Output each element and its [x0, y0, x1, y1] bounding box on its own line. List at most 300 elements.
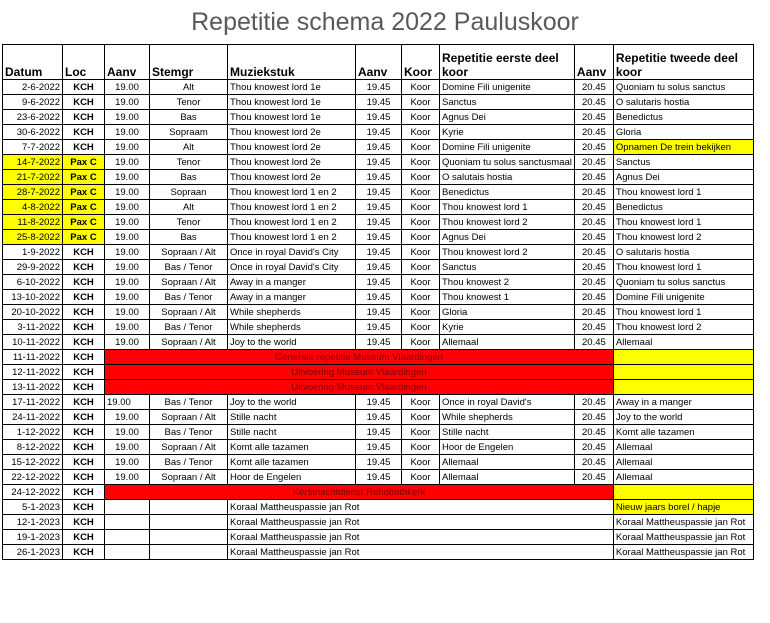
cell-muziekstuk: Once in royal David's City: [228, 245, 356, 260]
cell-muziekstuk: Once in royal David's City: [228, 260, 356, 275]
page-title: Repetitie schema 2022 Pauluskoor: [191, 8, 579, 36]
cell-aanv: 20.45: [574, 425, 613, 440]
cell-loc: Pax C: [63, 200, 105, 215]
event-banner: Generale repetitie Museum Vlaardingen: [105, 350, 614, 365]
cell-aanv: 19.45: [356, 155, 402, 170]
cell-rep1: Kyrie: [440, 320, 575, 335]
cell-aanv: [105, 545, 150, 560]
cell-datum: 19-1-2023: [3, 530, 63, 545]
cell-aanv: 20.45: [574, 260, 613, 275]
cell-datum: 17-11-2022: [3, 395, 63, 410]
cell-muziekstuk: While shepherds: [228, 305, 356, 320]
cell-loc: Pax C: [63, 185, 105, 200]
cell-aanv: 19.45: [356, 260, 402, 275]
table-row: [3, 185, 754, 200]
cell-loc: KCH: [63, 260, 105, 275]
table-row: [3, 140, 754, 155]
event-row: [3, 365, 754, 380]
cell-koor: Koor: [402, 275, 440, 290]
cell-muziekstuk: Thou knowest lord 2e: [228, 140, 356, 155]
cell-rep2: Koraal Mattheuspassie jan Rot: [613, 530, 753, 545]
cell-aanv: 19.45: [356, 125, 402, 140]
cell-aanv: 19.00: [105, 110, 150, 125]
cell-rep2: Away in a manger: [613, 395, 753, 410]
table-row: [3, 425, 754, 440]
cell-aanv: 19.00: [105, 470, 150, 485]
cell-koor: Koor: [402, 155, 440, 170]
cell-datum: 13-11-2022: [3, 380, 63, 395]
cell-aanv: 19.45: [356, 275, 402, 290]
cell-aanv: 19.00: [105, 455, 150, 470]
table-row: [3, 170, 754, 185]
table-row: [3, 275, 754, 290]
cell-loc: KCH: [63, 125, 105, 140]
cell-datum: 24-12-2022: [3, 485, 63, 500]
cell-stemgr: Bas: [150, 230, 228, 245]
cell-loc: KCH: [63, 500, 105, 515]
cell-aanv: 19.45: [356, 140, 402, 155]
cell-aanv: 19.00: [105, 170, 150, 185]
cell-stemgr: Alt: [150, 200, 228, 215]
cell-datum: 7-7-2022: [3, 140, 63, 155]
table-row: [3, 335, 754, 350]
cell-rep2: Joy to the world: [613, 410, 753, 425]
cell-aanv: 19.00: [105, 245, 150, 260]
cell-datum: 12-1-2023: [3, 515, 63, 530]
cell-stemgr: Tenor: [150, 95, 228, 110]
cell-aanv: 19.00: [105, 215, 150, 230]
cell-loc: Pax C: [63, 155, 105, 170]
cell-aanv: 20.45: [574, 470, 613, 485]
cell-koor: Koor: [402, 455, 440, 470]
header-muziekstuk: Muziekstuk: [228, 45, 356, 80]
cell-datum: 29-9-2022: [3, 260, 63, 275]
table-row: [3, 200, 754, 215]
cell-rep2: Sanctus: [613, 155, 753, 170]
cell-loc: KCH: [63, 530, 105, 545]
cell-koor: Koor: [402, 140, 440, 155]
cell-rep1: Agnus Dei: [440, 110, 575, 125]
cell-datum: 4-8-2022: [3, 200, 63, 215]
cell-koor: Koor: [402, 305, 440, 320]
cell-datum: 11-8-2022: [3, 215, 63, 230]
cell-aanv: 19.00: [105, 155, 150, 170]
cell-aanv: 20.45: [574, 95, 613, 110]
cell-muziekstuk: Away in a manger: [228, 290, 356, 305]
cell-aanv: 20.45: [574, 215, 613, 230]
event-row: [3, 350, 754, 365]
cell-loc: KCH: [63, 335, 105, 350]
table-row: [3, 125, 754, 140]
cell-aanv: 19.00: [105, 95, 150, 110]
cell-aanv: 19.00: [105, 395, 150, 410]
cell-rep1: Sanctus: [440, 260, 575, 275]
table-row: [3, 515, 754, 530]
cell-stemgr: Sopraan / Alt: [150, 410, 228, 425]
cell-koor: Koor: [402, 260, 440, 275]
cell-aanv: 20.45: [574, 335, 613, 350]
cell-datum: 11-11-2022: [3, 350, 63, 365]
cell-stemgr: Tenor: [150, 155, 228, 170]
cell-rep2: Allemaal: [613, 455, 753, 470]
schedule-table: [2, 44, 754, 560]
cell-muziekstuk: Komt alle tazamen: [228, 455, 356, 470]
cell-aanv: 20.45: [574, 200, 613, 215]
cell-rep2: [613, 350, 753, 365]
cell-aanv: 19.45: [356, 425, 402, 440]
cell-loc: KCH: [63, 320, 105, 335]
cell-loc: KCH: [63, 245, 105, 260]
cell-aanv: 19.00: [105, 425, 150, 440]
cell-koor: Koor: [402, 170, 440, 185]
cell-loc: Pax C: [63, 170, 105, 185]
cell-rep1: Thou knowest 2: [440, 275, 575, 290]
cell-rep1: Thou knowest lord 2: [440, 215, 575, 230]
cell-aanv: 20.45: [574, 410, 613, 425]
cell-stemgr: Sopraan: [150, 185, 228, 200]
cell-rep1: Agnus Dei: [440, 230, 575, 245]
cell-koor: Koor: [402, 440, 440, 455]
cell-datum: 28-7-2022: [3, 185, 63, 200]
cell-aanv: 19.45: [356, 200, 402, 215]
cell-aanv: 20.45: [574, 275, 613, 290]
cell-rep1: Allemaal: [440, 470, 575, 485]
cell-rep1: Quoniam tu solus sanctusmaal: [440, 155, 575, 170]
cell-loc: KCH: [63, 95, 105, 110]
cell-aanv: 19.00: [105, 410, 150, 425]
cell-rep2: Nieuw jaars borel / hapje: [613, 500, 753, 515]
table-row: [3, 80, 754, 95]
cell-aanv: 19.45: [356, 440, 402, 455]
cell-stemgr: Sopraan / Alt: [150, 335, 228, 350]
cell-rep2: Thou knowest lord 1: [613, 305, 753, 320]
table-row: [3, 410, 754, 425]
cell-rep2: Thou knowest lord 2: [613, 230, 753, 245]
cell-aanv: 19.45: [356, 110, 402, 125]
cell-stemgr: [150, 545, 228, 560]
cell-koor: Koor: [402, 95, 440, 110]
cell-rep2: [613, 380, 753, 395]
cell-muziekstuk: Stille nacht: [228, 410, 356, 425]
cell-koor: Koor: [402, 410, 440, 425]
cell-rep2: Quoniam tu solus sanctus: [613, 80, 753, 95]
cell-loc: KCH: [63, 515, 105, 530]
cell-stemgr: Alt: [150, 140, 228, 155]
cell-stemgr: Bas: [150, 110, 228, 125]
table-row: [3, 95, 754, 110]
cell-rep2: [613, 365, 753, 380]
table-row: [3, 545, 754, 560]
cell-datum: 20-10-2022: [3, 305, 63, 320]
cell-aanv: 20.45: [574, 305, 613, 320]
cell-loc: KCH: [63, 80, 105, 95]
table-row: [3, 305, 754, 320]
cell-aanv: 19.00: [105, 290, 150, 305]
table-row: [3, 230, 754, 245]
cell-datum: 25-8-2022: [3, 230, 63, 245]
cell-muziekstuk: Joy to the world: [228, 335, 356, 350]
table-row: [3, 440, 754, 455]
cell-loc: KCH: [63, 395, 105, 410]
cell-muziekstuk: Thou knowest lord 2e: [228, 125, 356, 140]
cell-stemgr: Alt: [150, 80, 228, 95]
cell-aanv: 20.45: [574, 245, 613, 260]
cell-loc: KCH: [63, 545, 105, 560]
cell-rep2: Benedictus: [613, 200, 753, 215]
cell-aanv: 20.45: [574, 455, 613, 470]
table-row: [3, 155, 754, 170]
cell-aanv: 19.45: [356, 215, 402, 230]
cell-muziekstuk: Thou knowest lord 1 en 2: [228, 185, 356, 200]
cell-aanv: 19.45: [356, 245, 402, 260]
cell-aanv: 19.00: [105, 230, 150, 245]
cell-datum: 23-6-2022: [3, 110, 63, 125]
cell-stemgr: Sopraan / Alt: [150, 440, 228, 455]
cell-aanv: 20.45: [574, 125, 613, 140]
cell-loc: Pax C: [63, 215, 105, 230]
cell-aanv: 19.45: [356, 185, 402, 200]
event-banner: Uitvoering Museum Vlaardingen: [105, 365, 614, 380]
cell-aanv: 19.00: [105, 200, 150, 215]
cell-aanv: 19.45: [356, 80, 402, 95]
cell-datum: 3-11-2022: [3, 320, 63, 335]
table-row: [3, 500, 754, 515]
cell-rep1: Once in royal David's: [440, 395, 575, 410]
cell-datum: 15-12-2022: [3, 455, 63, 470]
cell-aanv: 19.00: [105, 185, 150, 200]
cell-aanv: 19.45: [356, 410, 402, 425]
cell-datum: 14-7-2022: [3, 155, 63, 170]
cell-rep2: O salutaris hostia: [613, 245, 753, 260]
header-row: [3, 45, 754, 80]
cell-koor: Koor: [402, 215, 440, 230]
cell-muziekstuk: Thou knowest lord 1e: [228, 80, 356, 95]
cell-muziekstuk: Koraal Mattheuspassie jan Rot: [228, 500, 614, 515]
cell-rep2: Allemaal: [613, 440, 753, 455]
cell-stemgr: Sopraan / Alt: [150, 470, 228, 485]
cell-datum: 30-6-2022: [3, 125, 63, 140]
cell-rep1: Thou knowest lord 1: [440, 200, 575, 215]
cell-muziekstuk: Stille nacht: [228, 425, 356, 440]
cell-koor: Koor: [402, 185, 440, 200]
cell-aanv: 20.45: [574, 140, 613, 155]
cell-aanv: 20.45: [574, 395, 613, 410]
table-row: [3, 320, 754, 335]
cell-rep1: Domine Fili unigenite: [440, 80, 575, 95]
cell-aanv: 20.45: [574, 440, 613, 455]
cell-rep2: Benedictus: [613, 110, 753, 125]
cell-aanv: 19.00: [105, 125, 150, 140]
table-row: [3, 260, 754, 275]
cell-datum: 13-10-2022: [3, 290, 63, 305]
cell-rep2: Thou knowest lord 2: [613, 320, 753, 335]
cell-rep2: Koraal Mattheuspassie jan Rot: [613, 515, 753, 530]
table-row: [3, 110, 754, 125]
cell-rep1: Thou knowest lord 2: [440, 245, 575, 260]
cell-loc: KCH: [63, 440, 105, 455]
cell-datum: 22-12-2022: [3, 470, 63, 485]
cell-muziekstuk: Hoor de Engelen: [228, 470, 356, 485]
cell-loc: KCH: [63, 290, 105, 305]
header-rep1: Repetitie eerste deel koor: [440, 45, 575, 80]
cell-aanv: 19.00: [105, 275, 150, 290]
cell-datum: 1-12-2022: [3, 425, 63, 440]
cell-aanv: 19.45: [356, 455, 402, 470]
header-loc: Loc: [63, 45, 105, 80]
cell-aanv: 19.00: [105, 80, 150, 95]
cell-aanv: 19.00: [105, 260, 150, 275]
cell-koor: Koor: [402, 110, 440, 125]
cell-rep2: Gloria: [613, 125, 753, 140]
cell-rep1: While shepherds: [440, 410, 575, 425]
cell-koor: Koor: [402, 200, 440, 215]
cell-loc: KCH: [63, 470, 105, 485]
cell-rep1: Gloria: [440, 305, 575, 320]
cell-aanv: [105, 515, 150, 530]
cell-rep2: Agnus Dei: [613, 170, 753, 185]
cell-stemgr: Bas: [150, 170, 228, 185]
cell-rep2: Opnamen De trein bekijken: [613, 140, 753, 155]
cell-datum: 10-11-2022: [3, 335, 63, 350]
table-row: [3, 215, 754, 230]
cell-aanv: 19.45: [356, 230, 402, 245]
cell-rep1: Benedictus: [440, 185, 575, 200]
cell-muziekstuk: Komt alle tazamen: [228, 440, 356, 455]
cell-datum: 12-11-2022: [3, 365, 63, 380]
cell-rep2: Quoniam tu solus sanctus: [613, 275, 753, 290]
cell-stemgr: [150, 500, 228, 515]
cell-loc: KCH: [63, 110, 105, 125]
cell-muziekstuk: Thou knowest lord 1 en 2: [228, 230, 356, 245]
cell-stemgr: Sopraan / Alt: [150, 305, 228, 320]
cell-koor: Koor: [402, 125, 440, 140]
cell-rep2: Koraal Mattheuspassie jan Rot: [613, 545, 753, 560]
event-row: [3, 485, 754, 500]
cell-muziekstuk: Thou knowest lord 1e: [228, 110, 356, 125]
cell-aanv: 19.45: [356, 95, 402, 110]
cell-rep1: Allemaal: [440, 335, 575, 350]
cell-koor: Koor: [402, 230, 440, 245]
cell-stemgr: [150, 530, 228, 545]
cell-aanv: 19.45: [356, 470, 402, 485]
cell-koor: Koor: [402, 425, 440, 440]
table-row: [3, 530, 754, 545]
cell-muziekstuk: Thou knowest lord 1 en 2: [228, 215, 356, 230]
cell-datum: 24-11-2022: [3, 410, 63, 425]
cell-aanv: 20.45: [574, 80, 613, 95]
cell-koor: Koor: [402, 470, 440, 485]
cell-datum: 26-1-2023: [3, 545, 63, 560]
cell-stemgr: Bas / Tenor: [150, 455, 228, 470]
cell-loc: Pax C: [63, 230, 105, 245]
cell-aanv: 19.45: [356, 305, 402, 320]
cell-loc: KCH: [63, 455, 105, 470]
cell-aanv: 19.00: [105, 140, 150, 155]
cell-muziekstuk: Away in a manger: [228, 275, 356, 290]
cell-aanv: 19.00: [105, 320, 150, 335]
cell-datum: 6-10-2022: [3, 275, 63, 290]
cell-rep1: Stille nacht: [440, 425, 575, 440]
cell-rep2: Allemaal: [613, 470, 753, 485]
cell-muziekstuk: Koraal Mattheuspassie jan Rot: [228, 545, 614, 560]
event-banner: Uitvoering Museum Vlaardingen: [105, 380, 614, 395]
cell-loc: KCH: [63, 485, 105, 500]
cell-datum: 9-6-2022: [3, 95, 63, 110]
header-rep2: Repetitie tweede deel koor: [613, 45, 753, 80]
cell-muziekstuk: Koraal Mattheuspassie jan Rot: [228, 515, 614, 530]
cell-aanv: 19.00: [105, 440, 150, 455]
cell-stemgr: Bas / Tenor: [150, 320, 228, 335]
cell-datum: 1-9-2022: [3, 245, 63, 260]
table-row: [3, 245, 754, 260]
table-row: [3, 395, 754, 410]
cell-rep1: Sanctus: [440, 95, 575, 110]
cell-koor: Koor: [402, 320, 440, 335]
cell-aanv: 20.45: [574, 290, 613, 305]
cell-datum: 8-12-2022: [3, 440, 63, 455]
cell-loc: KCH: [63, 305, 105, 320]
cell-muziekstuk: Koraal Mattheuspassie jan Rot: [228, 530, 614, 545]
cell-koor: Koor: [402, 335, 440, 350]
header-stemgr: Stemgr: [150, 45, 228, 80]
cell-loc: KCH: [63, 275, 105, 290]
header-aanv: Aanv: [105, 45, 150, 80]
cell-koor: Koor: [402, 80, 440, 95]
header-aanv: Aanv: [574, 45, 613, 80]
cell-aanv: 19.45: [356, 320, 402, 335]
table-row: [3, 455, 754, 470]
cell-rep2: Komt alle tazamen: [613, 425, 753, 440]
event-banner: Kerstnachtdienst Rehobothkerk: [105, 485, 614, 500]
cell-muziekstuk: Thou knowest lord 2e: [228, 170, 356, 185]
cell-aanv: 20.45: [574, 230, 613, 245]
cell-koor: Koor: [402, 245, 440, 260]
cell-datum: 5-1-2023: [3, 500, 63, 515]
cell-loc: KCH: [63, 140, 105, 155]
cell-rep1: Allemaal: [440, 455, 575, 470]
header-koor: Koor: [402, 45, 440, 80]
cell-rep1: Thou knowest 1: [440, 290, 575, 305]
cell-muziekstuk: While shepherds: [228, 320, 356, 335]
cell-stemgr: Sopraan / Alt: [150, 245, 228, 260]
cell-muziekstuk: Joy to the world: [228, 395, 356, 410]
header-aanv: Aanv: [356, 45, 402, 80]
cell-stemgr: Bas / Tenor: [150, 290, 228, 305]
cell-loc: KCH: [63, 410, 105, 425]
cell-koor: Koor: [402, 395, 440, 410]
cell-stemgr: Tenor: [150, 215, 228, 230]
cell-rep2: Domine Fili unigenite: [613, 290, 753, 305]
cell-muziekstuk: Thou knowest lord 1e: [228, 95, 356, 110]
cell-aanv: 20.45: [574, 170, 613, 185]
cell-stemgr: Bas / Tenor: [150, 425, 228, 440]
cell-koor: Koor: [402, 290, 440, 305]
cell-datum: 2-6-2022: [3, 80, 63, 95]
cell-muziekstuk: Thou knowest lord 1 en 2: [228, 200, 356, 215]
cell-stemgr: Bas / Tenor: [150, 395, 228, 410]
cell-rep2: Thou knowest lord 1: [613, 215, 753, 230]
cell-rep2: Thou knowest lord 1: [613, 260, 753, 275]
cell-aanv: 20.45: [574, 110, 613, 125]
header-datum: Datum: [3, 45, 63, 80]
cell-rep2: O salutaris hostia: [613, 95, 753, 110]
cell-stemgr: Sopraan / Alt: [150, 275, 228, 290]
cell-rep1: O salutais hostia: [440, 170, 575, 185]
cell-datum: 21-7-2022: [3, 170, 63, 185]
cell-aanv: 19.45: [356, 395, 402, 410]
table-row: [3, 470, 754, 485]
cell-muziekstuk: Thou knowest lord 2e: [228, 155, 356, 170]
